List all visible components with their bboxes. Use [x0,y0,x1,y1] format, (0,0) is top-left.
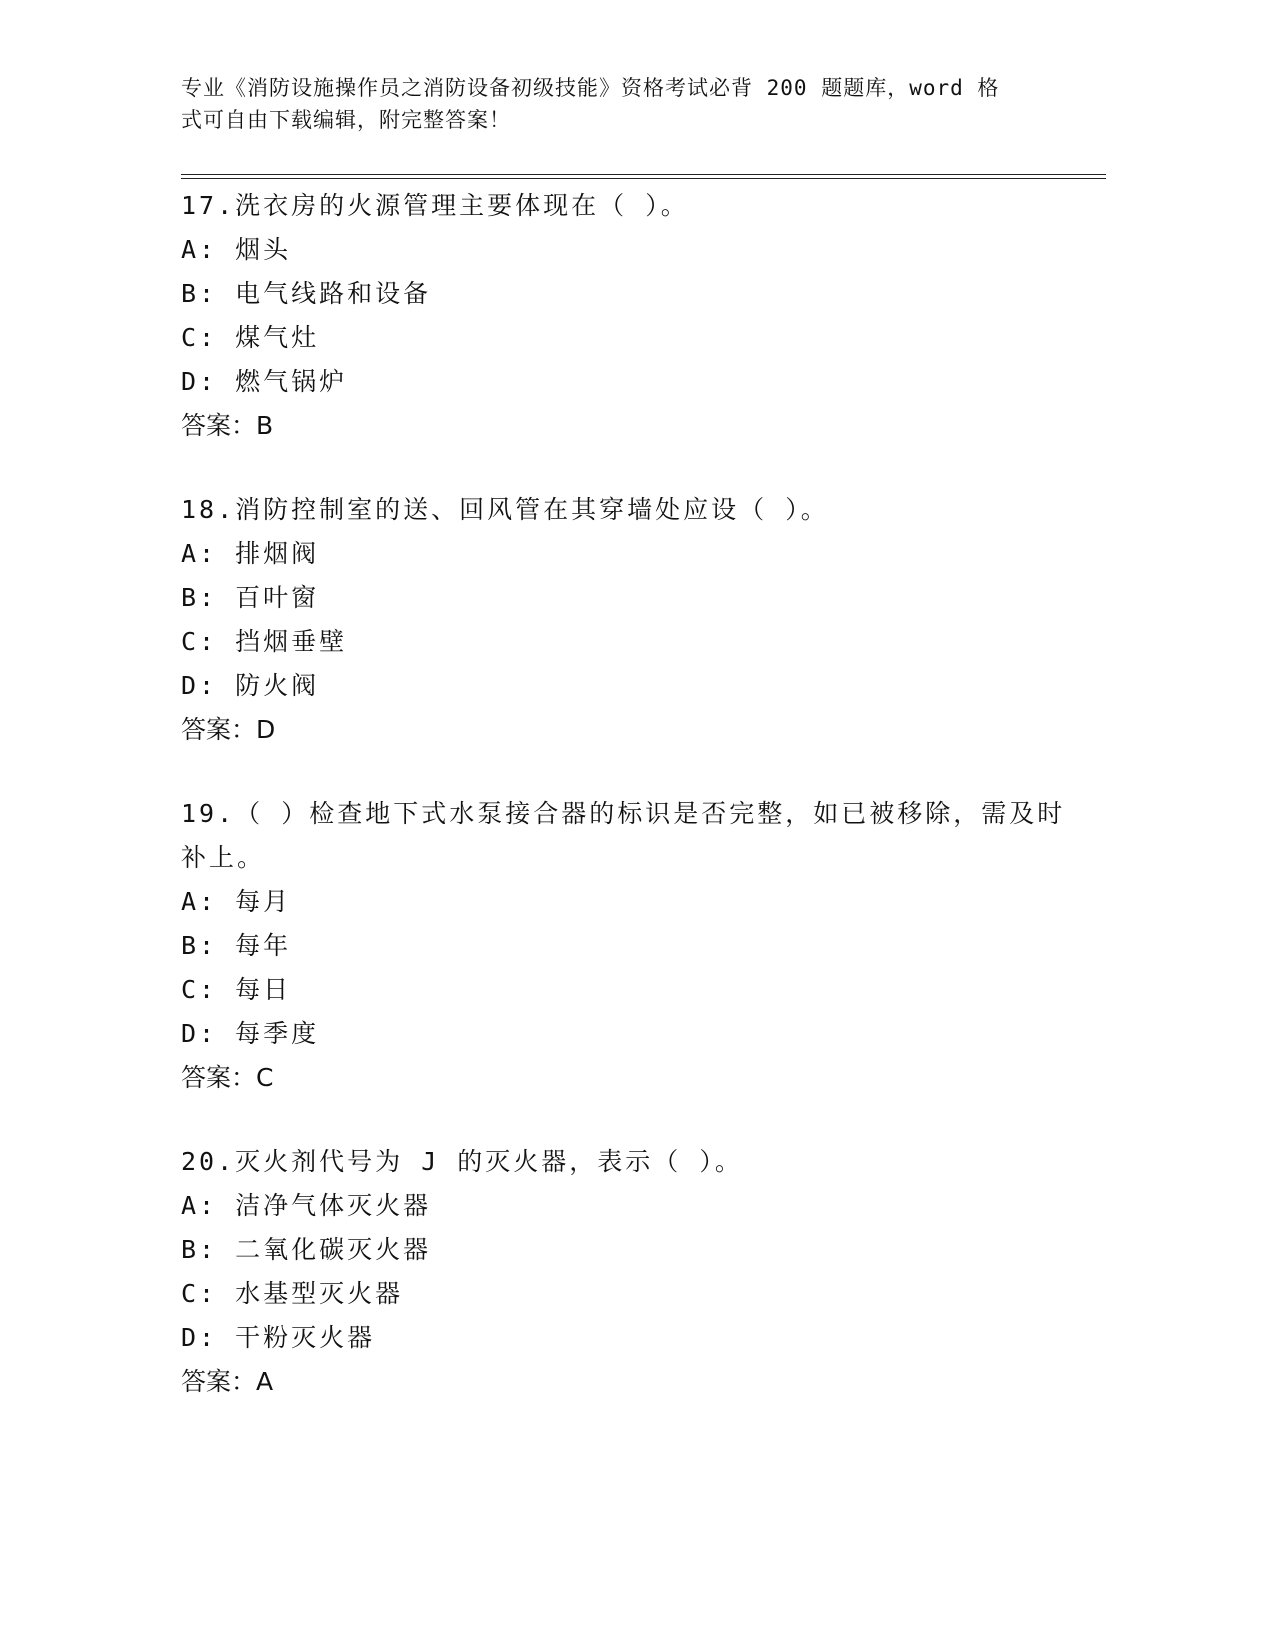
answer-line: 答案：B [181,411,274,440]
option-c: C: 煤气灶 [181,323,320,352]
answer-line: 答案：A [181,1367,274,1396]
answer-line: 答案：C [181,1063,274,1092]
option-c: C: 挡烟垂壁 [181,627,348,656]
question-stem: 17.洗衣房的火源管理主要体现在（ ）。 [181,191,689,220]
option-d: D: 每季度 [181,1019,320,1048]
option-b: B: 百叶窗 [181,583,320,612]
question-17 [181,184,1081,448]
question-stem: 19.（ ）检查地下式水泵接合器的标识是否完整，如已被移除，需及时补上。 [181,799,1066,872]
option-c: C: 每日 [181,975,292,1004]
header-line-2: 式可自由下载编辑，附完整答案！ [181,108,511,132]
answer-line: 答案：D [181,715,276,744]
document-header [181,72,1061,136]
option-c: C: 水基型灭火器 [181,1279,404,1308]
option-b: B: 每年 [181,931,292,960]
question-20 [181,1140,1081,1404]
option-b: B: 二氧化碳灭火器 [181,1235,432,1264]
question-list [181,184,1081,1444]
question-19 [181,792,1081,1100]
header-divider [181,174,1106,179]
option-d: D: 防火阀 [181,671,320,700]
question-18 [181,488,1081,752]
question-stem: 20.灭火剂代号为 J 的灭火器，表示（ ）。 [181,1147,743,1176]
header-line-1: 专业《消防设施操作员之消防设备初级技能》资格考试必背 200 题题库，word 格 [181,76,1000,100]
option-a: A: 排烟阀 [181,539,320,568]
option-d: D: 干粉灭火器 [181,1323,376,1352]
option-a: A: 每月 [181,887,292,916]
option-a: A: 烟头 [181,235,292,264]
option-b: B: 电气线路和设备 [181,279,432,308]
question-stem: 18.消防控制室的送、回风管在其穿墙处应设（ ）。 [181,495,829,524]
option-a: A: 洁净气体灭火器 [181,1191,432,1220]
option-d: D: 燃气锅炉 [181,367,348,396]
